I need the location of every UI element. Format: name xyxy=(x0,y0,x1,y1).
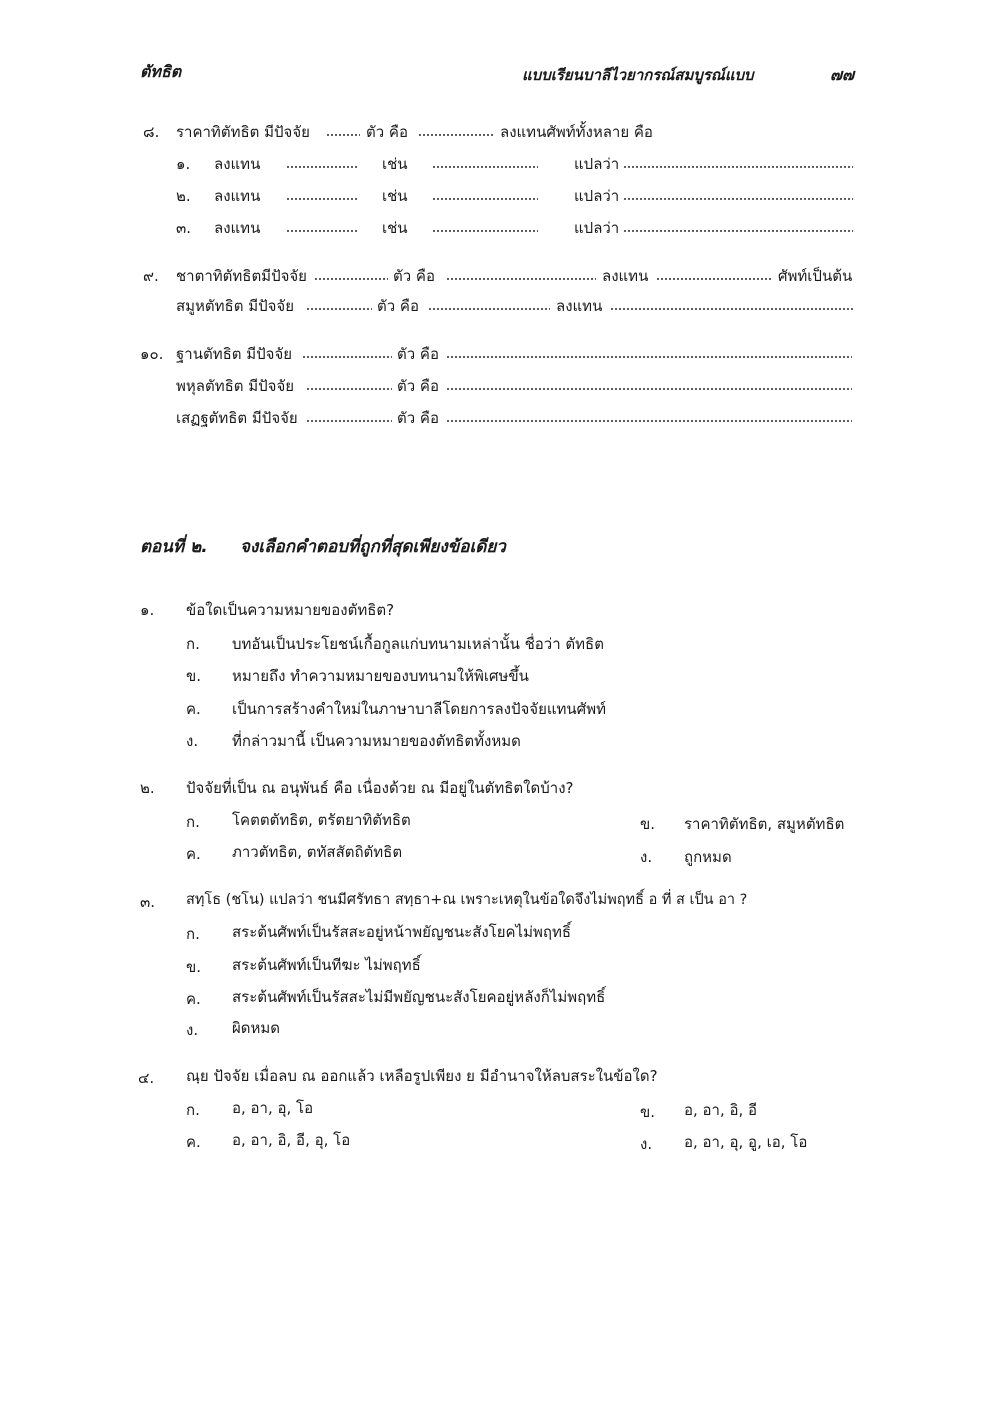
q10-line3-tua: ตัว คือ xyxy=(397,409,439,427)
q10-line2-tua: ตัว คือ xyxy=(397,377,439,395)
q8-blank-count[interactable] xyxy=(326,134,360,136)
q9-line1-blank-count[interactable] xyxy=(314,278,388,280)
mcq3-choice-d[interactable]: ผิดหมด xyxy=(232,1019,281,1037)
mcq4-number: ๔. xyxy=(138,1069,155,1087)
mcq3-number: ๓. xyxy=(140,893,156,911)
q9-line2-lt: ลงแทน xyxy=(556,297,603,315)
q8-sub1-number: ๑. xyxy=(176,155,191,173)
mcq3-choice-c-key[interactable]: ค. xyxy=(186,990,201,1008)
q8-sub3-blank-word[interactable] xyxy=(286,230,358,232)
mcq4-choice-a[interactable]: อ, อา, อุ, โอ xyxy=(232,1099,314,1117)
q8-sub2-blank-word[interactable] xyxy=(286,198,358,200)
mcq1-choice-b[interactable]: หมายถึง ทำความหมายของบทนามให้พิเศษขึ้น xyxy=(232,667,529,685)
q8-sub2-plae: แปลว่า xyxy=(574,187,620,205)
q8-after: ลงแทนศัพท์ทั้งหลาย คือ xyxy=(500,123,653,141)
q8-sub2-lt: ลงแทน xyxy=(214,187,261,205)
q8-sub2-chen: เช่น xyxy=(382,187,408,205)
q8-sub1-blank-meaning[interactable] xyxy=(623,166,853,168)
mcq3-choice-a-key[interactable]: ก. xyxy=(186,925,200,943)
mcq4-choice-c-key[interactable]: ค. xyxy=(186,1133,201,1151)
q8-sub2-number: ๒. xyxy=(176,187,191,205)
q9-line1-end: ศัพท์เป็นต้น xyxy=(778,267,853,285)
mcq3-choice-b-key[interactable]: ข. xyxy=(186,958,202,976)
q9-line1-blank-suffix[interactable] xyxy=(446,278,596,280)
mcq1-question: ข้อใดเป็นความหมายของตัทธิต? xyxy=(186,601,395,619)
mcq3-choice-c[interactable]: สระต้นศัพท์เป็นรัสสะไม่มีพยัญชนะสังโยคอยู่หลังก็ไม่พฤทธิ์ xyxy=(232,988,606,1006)
q8-stem: ราคาทิตัทธิต มีปัจจัย xyxy=(176,123,310,141)
q8-sub3-plae: แปลว่า xyxy=(574,219,620,237)
q10-line3-blank-count[interactable] xyxy=(306,420,392,422)
q10-line3-stem: เสฏฐตัทธิต มีปัจจัย xyxy=(176,409,298,427)
q8-sub3-blank-example[interactable] xyxy=(432,230,538,232)
q10-number: ๑๐. xyxy=(140,345,164,363)
q9-line2-blank-suffix[interactable] xyxy=(428,308,550,310)
mcq3-choice-b[interactable]: สระต้นศัพท์เป็นทีฆะ ไม่พฤทธิ์ xyxy=(232,956,421,974)
q10-line2-blank-count[interactable] xyxy=(306,388,392,390)
q10-line1-tua: ตัว คือ xyxy=(397,345,439,363)
mcq2-choice-d-key[interactable]: ง. xyxy=(640,848,653,866)
q9-line2-blank-word[interactable] xyxy=(610,308,853,310)
q8-sub3-blank-meaning[interactable] xyxy=(623,230,853,232)
mcq3-question: สทฺโธ (ชโน) แปลว่า ชนมีศรัทธา สทฺธา+ณ เพราะเหตุในข้อใดจึงไม่พฤทธิ์ อ ที่ ส เป็น อา ? xyxy=(186,892,748,908)
header-chapter-title: ตัทธิต xyxy=(140,62,182,81)
mcq1-choice-c[interactable]: เป็นการสร้างคำใหม่ในภาษาบาลีโดยการลงปัจจัยแทนศัพท์ xyxy=(232,700,606,718)
q8-sub1-plae: แปลว่า xyxy=(574,155,620,173)
q8-sub1-blank-word[interactable] xyxy=(286,166,358,168)
part2-heading xyxy=(140,533,506,560)
mcq1-choice-c-key[interactable]: ค. xyxy=(186,700,201,718)
mcq4-choice-b[interactable]: อ, อา, อิ, อี xyxy=(684,1101,758,1119)
mcq4-question: ณฺย ปัจจัย เมื่อลบ ณ ออกแล้ว เหลือรูปเพียง ย มีอำนาจให้ลบสระในข้อใด? xyxy=(186,1067,658,1085)
q9-line2-stem: สมูหตัทธิต มีปัจจัย xyxy=(176,297,295,315)
q8-sub1-blank-example[interactable] xyxy=(432,166,538,168)
q10-line1-stem: ฐานตัทธิต มีปัจจัย xyxy=(176,345,293,363)
mcq1-number: ๑. xyxy=(140,601,155,619)
mcq2-choice-a-key[interactable]: ก. xyxy=(186,813,200,831)
mcq2-choice-b[interactable]: ราคาทิตัทธิต, สมูหตัทธิต xyxy=(684,815,845,833)
q8-sub3-chen: เช่น xyxy=(382,219,408,237)
q10-line2-blank-suffix[interactable] xyxy=(446,388,852,390)
q8-sub2-blank-meaning[interactable] xyxy=(623,198,853,200)
q8-tua: ตัว คือ xyxy=(366,123,408,141)
page-number: ๗๗ xyxy=(830,65,855,84)
q8-sub1-lt: ลงแทน xyxy=(214,155,261,173)
mcq2-number: ๒. xyxy=(140,779,155,797)
mcq2-choice-c-key[interactable]: ค. xyxy=(186,845,201,863)
mcq1-choice-a[interactable]: บทอันเป็นประโยชน์เกื้อกูลแก่บทนามเหล่านั้น ชื่อว่า ตัทธิต xyxy=(232,635,604,653)
mcq2-choice-b-key[interactable]: ข. xyxy=(640,815,656,833)
q10-line1-blank-count[interactable] xyxy=(302,356,392,358)
mcq4-choice-d-key[interactable]: ง. xyxy=(640,1135,653,1153)
q9-line1-lt: ลงแทน xyxy=(602,267,649,285)
q9-line2-blank-count[interactable] xyxy=(306,308,372,310)
mcq4-choice-d[interactable]: อ, อา, อุ, อู, เอ, โอ xyxy=(684,1133,808,1151)
mcq1-choice-a-key[interactable]: ก. xyxy=(186,635,200,653)
mcq2-question: ปัจจัยที่เป็น ณ อนุพันธ์ คือ เนื่องด้วย ณ มีอยู่ในตัทธิตใดบ้าง? xyxy=(186,779,574,797)
mcq1-choice-d[interactable]: ที่กล่าวมานี้ เป็นความหมายของตัทธิตทั้งหมด xyxy=(232,732,521,750)
mcq2-choice-c[interactable]: ภาวตัทธิต, ตทัสสัตถิตัทธิต xyxy=(232,843,403,861)
q8-sub3-number: ๓. xyxy=(176,219,192,237)
q9-line1-tua: ตัว คือ xyxy=(393,267,435,285)
mcq2-choice-a[interactable]: โคตตตัทธิต, ตรัตยาทิตัทธิต xyxy=(232,811,411,829)
mcq4-choice-a-key[interactable]: ก. xyxy=(186,1101,200,1119)
mcq3-choice-d-key[interactable]: ง. xyxy=(186,1021,199,1039)
q9-line1-blank-word[interactable] xyxy=(656,278,772,280)
q10-line3-blank-suffix[interactable] xyxy=(446,420,852,422)
mcq1-choice-b-key[interactable]: ข. xyxy=(186,667,202,685)
q8-sub3-lt: ลงแทน xyxy=(214,219,261,237)
mcq3-choice-a[interactable]: สระต้นศัพท์เป็นรัสสะอยู่หน้าพยัญชนะสังโยคไม่พฤทธิ์ xyxy=(232,923,572,941)
q8-blank-suffix[interactable] xyxy=(418,134,494,136)
q10-line2-stem: พหุลตัทธิต มีปัจจัย xyxy=(176,377,295,395)
part2-instruction: จงเลือกคำตอบที่ถูกที่สุดเพียงข้อเดียว xyxy=(240,537,506,557)
mcq1-choice-d-key[interactable]: ง. xyxy=(186,732,199,750)
q8-number: ๘. xyxy=(143,123,160,141)
q9-number: ๙. xyxy=(143,267,159,285)
part2-label: ตอนที่ ๒. xyxy=(140,537,208,557)
mcq2-choice-d[interactable]: ถูกหมด xyxy=(684,848,732,866)
q8-sub1-chen: เช่น xyxy=(382,155,408,173)
q8-sub2-blank-example[interactable] xyxy=(432,198,538,200)
mcq4-choice-c[interactable]: อ, อา, อิ, อี, อุ, โอ xyxy=(232,1131,351,1149)
header-book-title: แบบเรียนบาลีไวยากรณ์สมบูรณ์แบบ xyxy=(522,66,754,84)
q9-line1-stem: ชาตาทิตัทธิตมีปัจจัย xyxy=(176,267,307,285)
q10-line1-blank-suffix[interactable] xyxy=(446,356,852,358)
mcq4-choice-b-key[interactable]: ข. xyxy=(640,1103,656,1121)
q9-line2-tua: ตัว คือ xyxy=(377,297,419,315)
